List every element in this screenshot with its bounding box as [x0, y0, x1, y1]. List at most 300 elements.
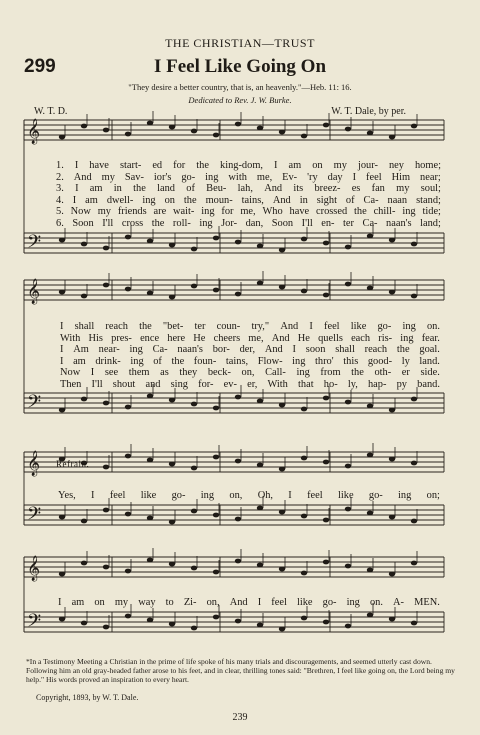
note-head: [257, 399, 263, 404]
note-head: [279, 467, 285, 472]
syllable: chill-: [373, 206, 396, 218]
syllable: I: [352, 171, 357, 183]
syllable: His: [88, 332, 103, 344]
syllable: tains,: [241, 194, 264, 206]
note-head: [389, 135, 395, 140]
note-head: [235, 459, 241, 464]
syllable: the: [354, 206, 367, 218]
note-head: [279, 403, 285, 408]
syllable: on,: [206, 597, 220, 608]
syllable: And: [271, 332, 290, 344]
note-head: [279, 627, 285, 632]
syllable: breez-: [314, 183, 341, 195]
syllable: Oh,: [257, 490, 273, 501]
syllable: crossed: [316, 206, 348, 218]
syllable: Then: [60, 378, 82, 390]
note-head: [411, 621, 417, 626]
note-head: [301, 616, 307, 621]
syllable: am: [73, 355, 86, 367]
note-head: [389, 408, 395, 413]
syllable: ing: [296, 367, 310, 379]
syllable: land;: [420, 217, 441, 229]
syllable: I: [309, 321, 313, 332]
verse-line: [56, 195, 441, 207]
syllable: the: [133, 183, 146, 195]
syllable: with: [228, 171, 247, 183]
syllable: ing: [292, 355, 306, 367]
note-head: [213, 455, 219, 460]
note-head: [235, 240, 241, 245]
syllable: sing: [170, 378, 188, 390]
syllable: Who: [262, 206, 283, 218]
syllable: reach: [364, 344, 388, 356]
syllable: the: [396, 344, 410, 356]
syllable: I: [257, 597, 262, 608]
syllable: day: [327, 171, 343, 183]
syllable: naan's: [386, 217, 412, 229]
syllable: are: [153, 206, 167, 218]
verse-line: [56, 183, 441, 195]
syllable: of: [345, 194, 355, 206]
syllable: Flow-: [257, 355, 283, 367]
syllable: Now: [70, 206, 91, 218]
note-head: [147, 291, 153, 296]
note-head: [389, 515, 395, 520]
note-head: [59, 238, 65, 243]
syllable: this: [343, 355, 359, 367]
syllable: ev-: [223, 378, 237, 390]
syllable: on: [94, 597, 105, 608]
syllable: have: [89, 160, 109, 171]
syllable: in: [113, 183, 122, 195]
verses-part-two: [60, 321, 440, 391]
syllable: my: [396, 183, 410, 195]
note-head: [147, 618, 153, 623]
syllable: And: [264, 344, 283, 356]
note-head: [235, 122, 241, 127]
note-head: [125, 405, 131, 410]
note-head: [279, 510, 285, 515]
syllable: jour-: [357, 160, 378, 171]
syllable: near-: [98, 344, 120, 356]
verses-part-one: [56, 160, 441, 230]
note-head: [367, 511, 373, 516]
syllable: quells: [318, 332, 343, 344]
syllable: my: [114, 597, 129, 608]
syllable: cross: [121, 217, 144, 229]
syllable: to: [165, 597, 174, 608]
note-head: [345, 624, 351, 629]
note-head: [81, 242, 87, 247]
note-head: [169, 398, 175, 403]
syllable: tide;: [422, 206, 441, 218]
syllable: as: [160, 367, 169, 379]
note-head: [323, 293, 329, 298]
syllable: der,: [239, 344, 256, 356]
note-head: [169, 520, 175, 525]
syllable: Sav-: [124, 171, 144, 183]
syllable: like: [140, 490, 157, 501]
syllable: Call-: [265, 367, 286, 379]
syllable: I: [292, 344, 296, 356]
note-head: [125, 512, 131, 517]
syllable: I: [72, 194, 77, 206]
syllable: Ca-: [152, 344, 168, 356]
syllable: I: [60, 344, 64, 356]
note-head: [301, 571, 307, 576]
syllable: for: [173, 160, 186, 171]
syllable: er: [401, 367, 410, 379]
syllable: for-: [198, 378, 214, 390]
syllable: wait-: [173, 206, 195, 218]
note-head: [301, 456, 307, 461]
syllable: hap-: [367, 378, 387, 390]
syllable: go-: [368, 490, 383, 501]
syllable: Soon: [72, 217, 94, 229]
verse-line: [60, 379, 440, 391]
note-head: [213, 133, 219, 138]
syllable: I: [60, 355, 64, 367]
syllable: and: [145, 378, 161, 390]
syllable: naan's: [177, 344, 203, 356]
syllable: shall: [74, 321, 95, 332]
syllable: Soon: [271, 217, 294, 229]
syllable: from: [320, 367, 341, 379]
syllable: here: [167, 332, 186, 344]
syllable: shall: [335, 344, 355, 356]
syllable: sight: [316, 194, 337, 206]
syllable: way: [138, 597, 156, 608]
syllable: side.: [420, 367, 440, 379]
syllable: Zi-: [183, 597, 197, 608]
note-head: [345, 464, 351, 469]
words-credit: W. T. D.: [34, 106, 68, 117]
note-head: [169, 243, 175, 248]
syllable: them: [128, 367, 150, 379]
syllable: friends: [117, 206, 147, 218]
syllable: es: [351, 183, 361, 195]
note-head: [81, 294, 87, 299]
syllable: Now: [60, 367, 81, 379]
syllable: soon: [305, 344, 326, 356]
note-head: [191, 247, 197, 252]
syllable: ing: [402, 321, 416, 332]
syllable: good-: [367, 355, 393, 367]
note-head: [59, 617, 65, 622]
syllable: bor-: [212, 344, 230, 356]
syllable: A-: [393, 597, 405, 608]
syllable: fear.: [421, 332, 440, 344]
note-head: [147, 558, 153, 563]
syllable: I: [91, 490, 95, 501]
note-head: [147, 121, 153, 126]
syllable: I'll: [102, 217, 114, 229]
syllable: stand;: [416, 194, 441, 206]
note-head: [257, 244, 263, 249]
syllable: 'ry: [307, 171, 318, 183]
syllable: dan,: [245, 217, 264, 229]
note-head: [191, 466, 197, 471]
note-head: [59, 515, 65, 520]
syllable: 2.: [56, 171, 64, 183]
syllable: that: [298, 378, 314, 390]
note-head: [103, 565, 109, 570]
note-head: [147, 516, 153, 521]
syllable: in: [299, 194, 308, 206]
syllable: cheers: [213, 332, 241, 344]
note-head: [345, 245, 351, 250]
syllable: see: [104, 367, 119, 379]
syllable: en-: [321, 217, 335, 229]
note-head: [103, 128, 109, 133]
note-head: [279, 248, 285, 253]
syllable: ney: [388, 160, 404, 171]
syllable: like: [337, 490, 354, 501]
note-head: [213, 570, 219, 575]
syllable: its: [293, 183, 304, 195]
syllable: "bet-: [162, 321, 184, 332]
syllable: Jor-: [221, 217, 238, 229]
note-head: [367, 568, 373, 573]
syllable: me,: [240, 206, 256, 218]
syllable: 4.: [56, 194, 64, 206]
syllable: on,: [229, 490, 243, 501]
note-head: [301, 407, 307, 412]
note-head: [301, 514, 307, 519]
syllable: foun-: [193, 355, 217, 367]
note-head: [191, 284, 197, 289]
syllable: I'll: [91, 378, 103, 390]
note-head: [59, 290, 65, 295]
note-head: [213, 406, 219, 411]
note-head: [169, 125, 175, 130]
syllable: 6.: [56, 217, 64, 229]
note-head: [147, 239, 153, 244]
syllable: start-: [119, 160, 142, 171]
page-number: 239: [232, 712, 248, 723]
syllable: coun-: [216, 321, 241, 332]
syllable: tains,: [225, 355, 249, 367]
syllable: on;: [426, 490, 440, 501]
note-head: [323, 396, 329, 401]
note-head: [411, 294, 417, 299]
syllable: naan: [387, 194, 408, 206]
note-head: [191, 402, 197, 407]
syllable: for: [221, 206, 234, 218]
syllable: ing: [199, 217, 213, 229]
syllable: on: [164, 194, 175, 206]
syllable: And: [280, 321, 299, 332]
note-head: [235, 395, 241, 400]
verse-line: [56, 160, 441, 172]
syllable: 3.: [56, 183, 64, 195]
syllable: the: [351, 367, 364, 379]
syllable: Ev-: [282, 171, 298, 183]
note-head: [301, 134, 307, 139]
syllable: am: [85, 194, 98, 206]
syllable: And: [229, 597, 248, 608]
note-head: [411, 461, 417, 466]
syllable: ing: [398, 490, 412, 501]
syllable: of: [153, 355, 162, 367]
syllable: ly,: [347, 378, 358, 390]
note-head: [191, 509, 197, 514]
note-head: [169, 622, 175, 627]
syllable: am: [288, 160, 302, 171]
syllable: ho-: [323, 378, 338, 390]
refrain-line-two: [58, 597, 440, 608]
syllable: go-: [181, 171, 196, 183]
note-head: [213, 288, 219, 293]
note-head: [103, 625, 109, 630]
note-head: [125, 454, 131, 459]
syllable: He: [297, 332, 310, 344]
refrain-label: Refrain.: [56, 459, 90, 469]
syllable: am: [89, 183, 103, 195]
syllable: He: [193, 332, 206, 344]
syllable: land.: [419, 355, 440, 367]
hymn-title: I Feel Like Going On: [153, 56, 327, 77]
note-head: [389, 457, 395, 462]
note-head: [81, 397, 87, 402]
note-head: [191, 626, 197, 631]
verse-line: [56, 218, 441, 230]
note-head: [411, 124, 417, 129]
syllable: dwell-: [106, 194, 134, 206]
verse-line: [60, 367, 440, 379]
verse-line: [60, 356, 440, 368]
syllable: my: [333, 160, 347, 171]
syllable: the: [171, 355, 185, 367]
syllable: feel: [366, 171, 382, 183]
note-head: [235, 559, 241, 564]
copyright: Copyright, 1893, by W. T. Dale.: [36, 693, 139, 702]
verse-line: [56, 172, 441, 184]
syllable: near;: [420, 171, 441, 183]
syllable: thro': [315, 355, 334, 367]
note-head: [411, 561, 417, 566]
syllable: feel: [324, 321, 340, 332]
note-head: [235, 619, 241, 624]
syllable: roll-: [172, 217, 191, 229]
syllable: ris-: [378, 332, 393, 344]
syllable: pres-: [111, 332, 132, 344]
syllable: the: [183, 194, 197, 206]
syllable: py: [396, 378, 407, 390]
syllable: ing: [201, 206, 215, 218]
note-head: [147, 394, 153, 399]
note-head: [81, 621, 87, 626]
note-head: [345, 564, 351, 569]
syllable: ing: [142, 194, 156, 206]
note-head: [389, 290, 395, 295]
note-head: [257, 281, 263, 286]
syllable: soul;: [420, 183, 441, 195]
syllable: feel: [271, 597, 287, 608]
note-head: [411, 397, 417, 402]
bass-clef-icon: 𝄢: [27, 611, 42, 636]
note-head: [191, 566, 197, 571]
syllable: land: [157, 183, 175, 195]
syllable: the: [139, 321, 152, 332]
note-head: [147, 458, 153, 463]
note-head: [125, 132, 131, 137]
syllable: ly: [401, 355, 410, 367]
syllable: With: [60, 332, 81, 344]
note-head: [367, 131, 373, 136]
syllable: er,: [247, 378, 258, 390]
note-head: [257, 623, 263, 628]
syllable: lah,: [237, 183, 253, 195]
syllable: go-: [171, 490, 186, 501]
syllable: Beu-: [206, 183, 227, 195]
syllable: goal.: [419, 344, 440, 356]
note-head: [213, 615, 219, 620]
note-head: [169, 462, 175, 467]
syllable: ing: [400, 332, 414, 344]
note-head: [411, 519, 417, 524]
note-head: [59, 572, 65, 577]
note-head: [323, 620, 329, 625]
note-head: [235, 517, 241, 522]
refrain-line-one: [58, 490, 440, 501]
syllable: With: [267, 378, 288, 390]
syllable: king-dom,: [220, 160, 264, 171]
note-head: [103, 246, 109, 251]
syllable: me,: [256, 171, 273, 183]
treble-clef-icon: 𝄞: [27, 279, 41, 304]
syllable: ing: [130, 355, 144, 367]
note-head: [323, 560, 329, 565]
music-credit: W. T. Dale, by per.: [331, 106, 406, 117]
bass-clef-icon: 𝄢: [27, 232, 42, 257]
syllable: ter: [194, 321, 206, 332]
note-head: [213, 236, 219, 241]
syllable: on: [312, 160, 323, 171]
syllable: ed: [152, 160, 163, 171]
note-head: [81, 519, 87, 524]
note-head: [191, 129, 197, 134]
syllable: Ca-: [362, 217, 378, 229]
syllable: And: [73, 171, 92, 183]
bass-clef-icon: 𝄢: [27, 392, 42, 417]
section-heading: THE CHRISTIAN—TRUST: [165, 36, 315, 50]
syllable: on,: [241, 367, 255, 379]
verse-line: [60, 321, 440, 333]
syllable: like: [350, 321, 367, 332]
note-head: [345, 507, 351, 512]
syllable: ter: [343, 217, 354, 229]
syllable: I: [90, 367, 95, 379]
syllable: each: [351, 332, 371, 344]
syllable: they: [179, 367, 198, 379]
syllable: I: [274, 160, 278, 171]
syllable: 1.: [56, 160, 64, 171]
note-head: [125, 614, 131, 619]
syllable: fan: [371, 183, 385, 195]
syllable: my: [101, 171, 115, 183]
note-head: [279, 567, 285, 572]
verse-line: [60, 333, 440, 345]
note-head: [257, 506, 263, 511]
syllable: feel: [307, 490, 323, 501]
syllable: MEN.: [414, 597, 440, 608]
syllable: I: [75, 183, 79, 195]
syllable: Yes,: [58, 490, 76, 501]
syllable: of: [186, 183, 195, 195]
syllable: ing: [129, 344, 143, 356]
note-head: [103, 465, 109, 470]
